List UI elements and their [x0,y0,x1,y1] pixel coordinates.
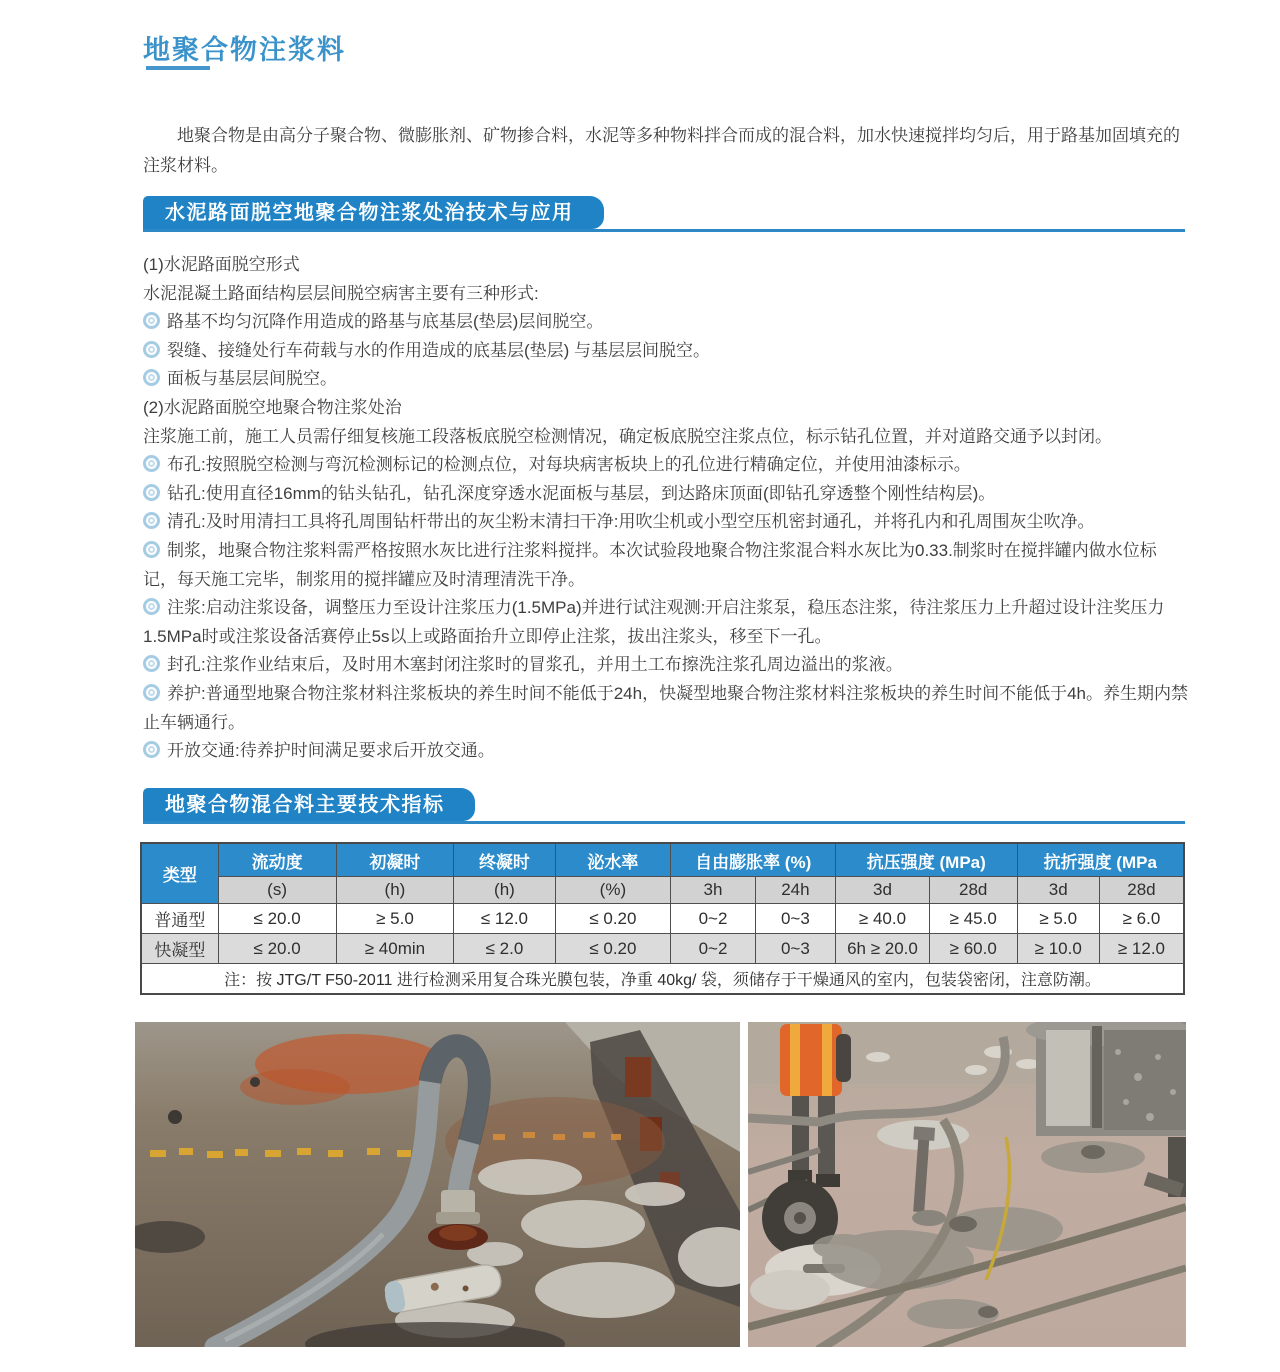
list-item-text: 路基不均匀沉降作用造成的路基与底基层(垫层)层间脱空。 [167,312,604,332]
circle-bullet-icon [143,455,160,472]
photo-grouting-hose [135,1022,740,1347]
circle-bullet-icon [143,598,160,615]
table-value-cell: ≤ 20.0 [218,934,336,964]
list-item-text: 封孔:注浆作业结束后，及时用木塞封闭注浆时的冒浆孔，并用土工布擦洗注浆孔周边溢出的浆液。 [167,655,903,675]
circle-bullet-icon [143,512,160,529]
pavement-grouting-photo-illustration [135,1022,740,1347]
circle-bullet-icon [143,684,160,701]
table-corner-header: 类型 [141,843,218,904]
title-underline-dash [146,66,210,70]
table-unit-cell: (h) [454,877,555,904]
list-item [143,737,1188,766]
list-item [143,651,1188,680]
table-value-cell: 0~2 [671,904,755,934]
list-item [143,451,1188,480]
spec-table [140,842,1185,995]
list-item [143,308,1188,337]
table-unit-cell: (h) [336,877,454,904]
table-sub-header-cell: 24h [755,877,835,904]
circle-bullet-icon [143,741,160,758]
list-item-text: 钻孔:使用直径16mm的钻头钻孔，钻孔深度穿透水泥面板与基层，到达路床顶面(即钻孔穿透整个刚性结构层)。 [167,483,996,503]
table-value-cell: 0~3 [755,904,835,934]
list-item [143,365,1188,394]
table-value-cell: ≥ 60.0 [929,934,1017,964]
table-unit-cell: (%) [555,877,671,904]
section1-banner-row [143,196,1185,232]
table-value-cell: ≥ 40.0 [836,904,930,934]
table-value-cell: ≥ 12.0 [1099,934,1184,964]
circle-bullet-icon [143,541,160,558]
table-sub-header-cell: 3d [836,877,930,904]
circle-bullet-icon [143,484,160,501]
table-value-cell: ≤ 0.20 [555,904,671,934]
table-value-cell: ≤ 12.0 [454,904,555,934]
table-sub-header-cell: 3d [1017,877,1099,904]
procedure-list [143,251,1188,766]
list-item [143,394,1188,423]
table-note-row [141,964,1184,995]
table-sub-header-cell: 28d [1099,877,1184,904]
table-header-cell: 泌水率 [555,843,671,877]
table-row-type-cell: 普通型 [141,904,218,934]
table-note: 注：按 JTG/T F50-2011 进行检测采用复合珠光膜包装，净重 40kg/ 袋，须储存于干燥通风的室内，包装袋密闭，注意防潮。 [141,964,1184,995]
table-value-cell: ≥ 6.0 [1099,904,1184,934]
list-item-text: 养护:普通型地聚合物注浆材料注浆板块的养生时间不能低于24h，快凝型地聚合物注浆材料注浆板块的养生时间不能低于4h。养生期内禁止车辆通行。 [143,683,1188,732]
table-value-cell: ≥ 45.0 [929,904,1017,934]
table-value-cell: 0~3 [755,934,835,964]
table-value-cell: ≥ 10.0 [1017,934,1099,964]
section1-heading: 水泥路面脱空地聚合物注浆处治技术与应用 [143,196,604,229]
list-item [143,480,1188,509]
list-item-text: 面板与基层层间脱空。 [167,369,337,389]
section2-banner-row [143,788,1185,824]
worksite-grouting-photo-illustration [748,1022,1186,1347]
table-group-header-cell: 抗折强度 (MPa [1017,843,1184,877]
list-item-text: 布孔:按照脱空检测与弯沉检测标记的检测点位，对每块病害板块上的孔位进行精确定位，并使用油漆标示。 [167,455,971,475]
list-item [143,537,1188,594]
table-sub-header-cell: 3h [671,877,755,904]
intro-paragraph: 地聚合物是由高分子聚合物、微膨胀剂、矿物掺合料，水泥等多种物料拌合而成的混合料，加水快速搅拌均匀后，用于路基加固填充的注浆材料。 [143,126,1180,175]
list-item [143,594,1188,651]
list-item-text: (2)水泥路面脱空地聚合物注浆处治 [143,397,402,417]
list-item [143,508,1188,537]
page-title: 地聚合物注浆料 [143,35,346,66]
table-row-type-cell: 快凝型 [141,934,218,964]
table-value-cell: ≥ 40min [336,934,454,964]
list-item-text: 注浆施工前，施工人员需仔细复核施工段落板底脱空检测情况，确定板底脱空注浆点位，标示钻孔位置，并对道路交通予以封闭。 [143,426,1112,446]
list-item [143,423,1188,452]
table-unit-cell: (s) [218,877,336,904]
circle-bullet-icon [143,655,160,672]
list-item-text: 制浆，地聚合物注浆料需严格按照水灰比进行注浆料搅拌。本次试验段地聚合物注浆混合料水灰比为0.33.制浆时在搅拌罐内做水位标记，每天施工完毕，制浆用的搅拌罐应及时清理清洗干净。 [143,540,1157,589]
table-value-cell: ≥ 5.0 [336,904,454,934]
table-sub-header-cell: 28d [929,877,1017,904]
circle-bullet-icon [143,341,160,358]
table-group-header-cell: 抗压强度 (MPa) [836,843,1017,877]
section2-heading: 地聚合物混合料主要技术指标 [143,788,475,821]
list-item-text: (1)水泥路面脱空形式 [143,255,300,274]
table-value-cell: ≥ 5.0 [1017,904,1099,934]
photo-row [135,1022,1186,1347]
list-item [143,337,1188,366]
table-header-cell: 流动度 [218,843,336,877]
table-value-cell: ≤ 20.0 [218,904,336,934]
list-item-text: 注浆:启动注浆设备，调整压力至设计注浆压力(1.5MPa)并进行试注观测:开启注浆泵，稳压态注浆，待注浆压力上升超过设计注奖压力1.5MPa时或注浆设备活赛停止5s以上或路面抬升立即停止注浆，拔出注浆头，移至下一孔。 [143,598,1165,646]
table-row [141,904,1184,934]
table-row [141,934,1184,964]
table-value-cell: 6h ≥ 20.0 [836,934,930,964]
circle-bullet-icon [143,312,160,329]
list-item [143,680,1188,737]
spec-table-container [140,842,1185,995]
list-item-text: 水泥混凝土路面结构层层间脱空病害主要有三种形式: [143,283,539,303]
table-header-cell: 终凝时 [454,843,555,877]
list-item-text: 裂缝、接缝处行车荷载与水的作用造成的底基层(垫层) 与基层层间脱空。 [167,340,711,360]
table-group-header-cell: 自由膨胀率 (%) [671,843,836,877]
table-header-cell: 初凝时 [336,843,454,877]
circle-bullet-icon [143,369,160,386]
list-item [143,251,1188,280]
table-value-cell: ≤ 2.0 [454,934,555,964]
table-value-cell: 0~2 [671,934,755,964]
table-value-cell: ≤ 0.20 [555,934,671,964]
list-item-text: 开放交通:待养护时间满足要求后开放交通。 [167,741,495,761]
list-item [143,280,1188,309]
list-item-text: 清孔:及时用清扫工具将孔周围钻杆带出的灰尘粉末清扫干净:用吹尘机或小型空压机密封通孔，并将孔内和孔周围灰尘吹净。 [167,512,1095,532]
photo-grouting-site [748,1022,1186,1347]
